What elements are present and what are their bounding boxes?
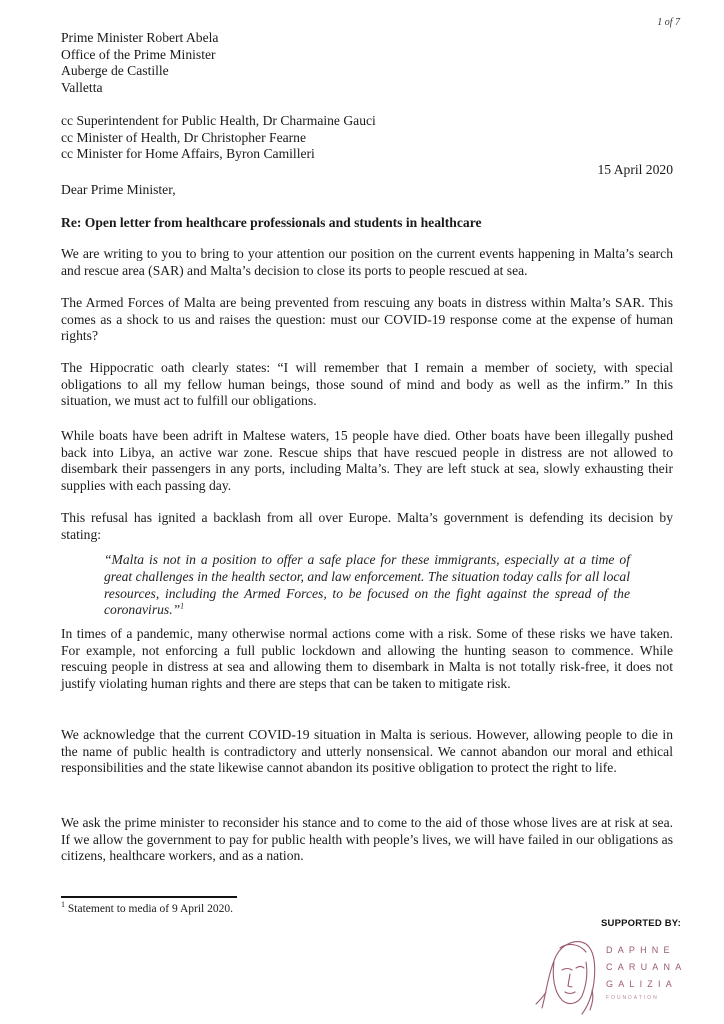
wordmark-line: DAPHNE: [606, 945, 675, 955]
supported-by-label: SUPPORTED BY:: [600, 918, 681, 929]
government-quote: [104, 552, 630, 619]
recipient-line: Prime Minister Robert Abela: [61, 30, 219, 45]
wordmark-line: CARUANA: [606, 962, 687, 972]
paragraph-7: We acknowledge that the current COVID-19 situation in Malta is serious. However, allowing people to die in the name of public health is contradictory and utterly nonsensical. We cannot abandon our moral and ethical responsibilities and the state likewise cannot abandon its positive obligation to protect the right to life.: [61, 727, 673, 776]
paragraph-4: While boats have been adrift in Maltese waters, 15 people have died. Other boats have been illegally pushed back into Libya, an active war zone. Rescue ships that have rescued people in distress are not allowed to disembark their passengers in any ports, including Malta’s. They are left stuck at sea, slowly exhausting their supplies with each passing day.: [61, 428, 673, 494]
cc-line: cc Minister for Home Affairs, Byron Camilleri: [61, 146, 315, 162]
footnote-text: Statement to media of 9 April 2020.: [67, 903, 234, 915]
recipient-line: Auberge de Castille: [61, 63, 169, 79]
paragraph-3: The Hippocratic oath clearly states: “I will remember that I remain a member of society, with special obligations to all my fellow human beings, those sound of mind and body as well as the infirm.” In this situation, we must act to fulfill our obligations.: [61, 360, 673, 409]
recipient-line: Valletta: [61, 80, 103, 96]
footnote-divider: [61, 896, 237, 898]
recipient-line: Office of the Prime Minister: [61, 46, 216, 62]
recipient-address: [61, 30, 673, 97]
salutation: Dear Prime Minister,: [61, 182, 176, 197]
subject-line: Re: Open letter from healthcare professionals and students in healthcare: [61, 215, 482, 230]
cc-list: [61, 113, 673, 163]
letter-date: 15 April 2020: [597, 162, 673, 177]
wordmark-line: GALIZIA: [606, 979, 677, 989]
paragraph-6: In times of a pandemic, many otherwise normal actions come with a risk. Some of these risks we have taken. For example, not enforcing a full public lockdown and allowing the hunting season to commence. While rescuing people in distress at sea and allowing them to disembark in Malta is not totally risk-free, it does not justify violating human rights and there are steps that can be taken to mitigate risk.: [61, 626, 673, 692]
cc-line: cc Minister of Health, Dr Christopher Fearne: [61, 129, 306, 145]
page-number: 1 of 7: [657, 17, 680, 28]
cc-line: cc Superintendent for Public Health, Dr Charmaine Gauci: [61, 113, 376, 128]
paragraph-2: The Armed Forces of Malta are being prevented from rescuing any boats in distress within Malta’s SAR. This comes as a shock to us and raises the question: must our COVID-19 response come at the expense of human rights?: [61, 295, 673, 344]
foundation-wordmark: [606, 942, 686, 1003]
wordmark-subline: FOUNDATION: [606, 995, 659, 1001]
paragraph-8: We ask the prime minister to reconsider his stance and to come to the aid of those whose lives are at risk at sea. If we allow the government to pay for public health with people’s lives, we will have failed in our obligations as citizens, healthcare workers, and as a nation.: [61, 815, 673, 864]
footnote-ref: 1: [180, 601, 185, 611]
paragraph-5: This refusal has ignited a backlash from all over Europe. Malta’s government is defending its decision by stating:: [61, 510, 673, 542]
footnote-marker: 1: [61, 900, 65, 910]
footnote: [61, 900, 234, 915]
quote-text: “Malta is not in a position to offer a safe place for these immigrants, especially at a time of great challenges in the health sector, and law enforcement. The situation today calls for all local resources, including the Armed Forces, to be focused on the fight against the spread of the coronavirus.”: [104, 552, 630, 618]
paragraph-1: We are writing to you to bring to your attention our position on the current events happening in Malta’s search and rescue area (SAR) and Malta’s decision to close its ports to people rescued at sea.: [61, 246, 673, 278]
